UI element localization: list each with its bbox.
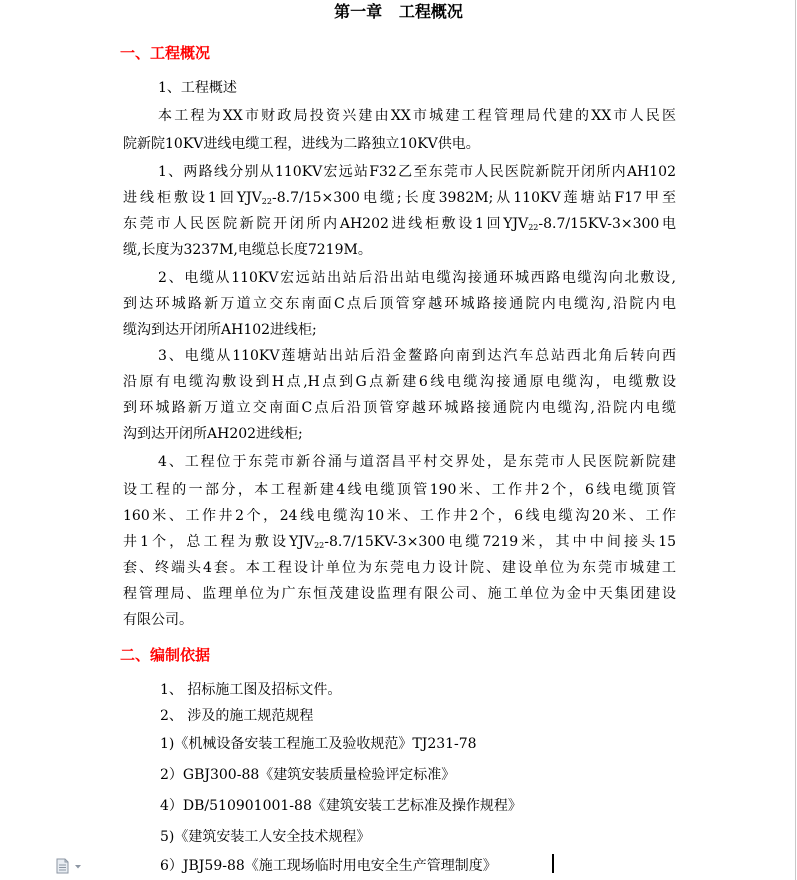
paragraph-line: 缆沟到达开闭所AH102进线柜;: [123, 322, 317, 338]
paragraph-line: 本工程为XX市财政局投资兴建由XX市城建工程管理局代建的XX市人民医: [158, 108, 676, 124]
paragraph-line: 2、电缆从110KV宏远站出站后沿出站电缆沟接通环城西路电缆沟向北敷设,: [158, 270, 676, 286]
paragraph-line: 有限公司。: [123, 612, 193, 628]
paragraph-line: 程管理局、监理单位为广东恒茂建设监理有限公司、施工单位为金中天集团建设: [123, 586, 676, 602]
sub-list-item: 2）GBJ300-88《建筑安装质量检验评定标准》: [160, 767, 456, 783]
list-item: 1、 招标施工图及招标文件。: [160, 682, 342, 698]
paragraph-line: [123, 186, 676, 210]
paragraph-line: [123, 530, 676, 554]
paragraph-line: 4、工程位于东莞市新谷涌与道滘昌平村交界处，是东莞市人民医院新院建: [158, 454, 676, 470]
paragraph-line: [123, 212, 676, 236]
chapter-title: 第一章 工程概况: [334, 2, 463, 21]
subscript: 22: [261, 197, 272, 206]
subsection-heading: 1、工程概述: [158, 80, 237, 96]
text-run: -8.7/15KV-3×300电缆7219米，其中中间接头15: [324, 534, 677, 550]
sub-list-item: 4）DB/510901001-88《建筑安装工艺标准及操作规程》: [160, 798, 522, 814]
subscript: 22: [314, 541, 325, 550]
section-heading-basis: 二、编制依据: [120, 646, 211, 664]
document-icon[interactable]: [55, 858, 85, 874]
paragraph-line: 套、终端头4套。本工程设计单位为东莞电力设计院、建设单位为东莞市城建工: [123, 560, 676, 576]
paragraph-line: 160米、工作井2个，24线电缆沟10米、工作井2个，6线电缆沟20米、工作: [123, 508, 676, 524]
text-run: 井1个，总工程为敷设YJV: [123, 534, 315, 550]
paragraph-line: 沟到达开闭所AH202进线柜;: [123, 426, 303, 442]
sub-list-item: 5)《建筑安装工人安全技术规程》: [160, 829, 371, 845]
text-run: 进线柜敷设1回YJV: [123, 190, 262, 206]
sub-list-item: 1)《机械设备安装工程施工及验收规范》TJ231-78: [160, 736, 477, 752]
paragraph-line: 3、电缆从110KV莲塘站出站后沿金鳌路向南到达汽车总站西北角后转向西: [158, 348, 676, 364]
paragraph-line: 院新院10KV进线电缆工程，进线为二路独立10KV供电。: [123, 136, 480, 152]
paragraph-line: 缆,长度为3237M,电缆总长度7219M。: [123, 242, 372, 258]
paragraph-line: 设工程的一部分，本工程新建4线电缆顶管190米、工作井2个，6线电缆顶管: [123, 482, 676, 498]
sub-list-item: 6）JBJ59-88《施工现场临时用电安全生产管理制度》: [160, 858, 497, 874]
text-run: 东莞市人民医院新院开闭所内AH202进线柜敷设1回YJV: [123, 216, 529, 232]
paragraph-line: 到达环城路新万道立交东南面C点后顶管穿越环城路接通院内电缆沟,沿院内电: [123, 296, 676, 312]
subscript: 22: [528, 223, 539, 232]
list-item: 2、 涉及的施工规范规程: [160, 708, 314, 724]
text-run: -8.7/15KV-3×300电: [538, 216, 676, 232]
paragraph-line: 到环城路新万道立交南面C点后沿顶管穿越环城路接通院内电缆沟,沿院内电缆: [123, 400, 676, 416]
paragraph-line: 沿原有电缆沟敷设到H点,H点到G点新建6线电缆沟接通原电缆沟，电缆敷设: [123, 374, 676, 390]
section-heading-overview: 一、工程概况: [120, 44, 211, 62]
text-run: -8.7/15×300电缆;长度3982M;从110KV莲塘站F17甲至: [271, 190, 677, 206]
text-cursor: [552, 854, 554, 873]
paragraph-line: 1、两路线分别从110KV宏远站F32乙至东莞市人民医院新院开闭所内AH102: [158, 164, 676, 180]
